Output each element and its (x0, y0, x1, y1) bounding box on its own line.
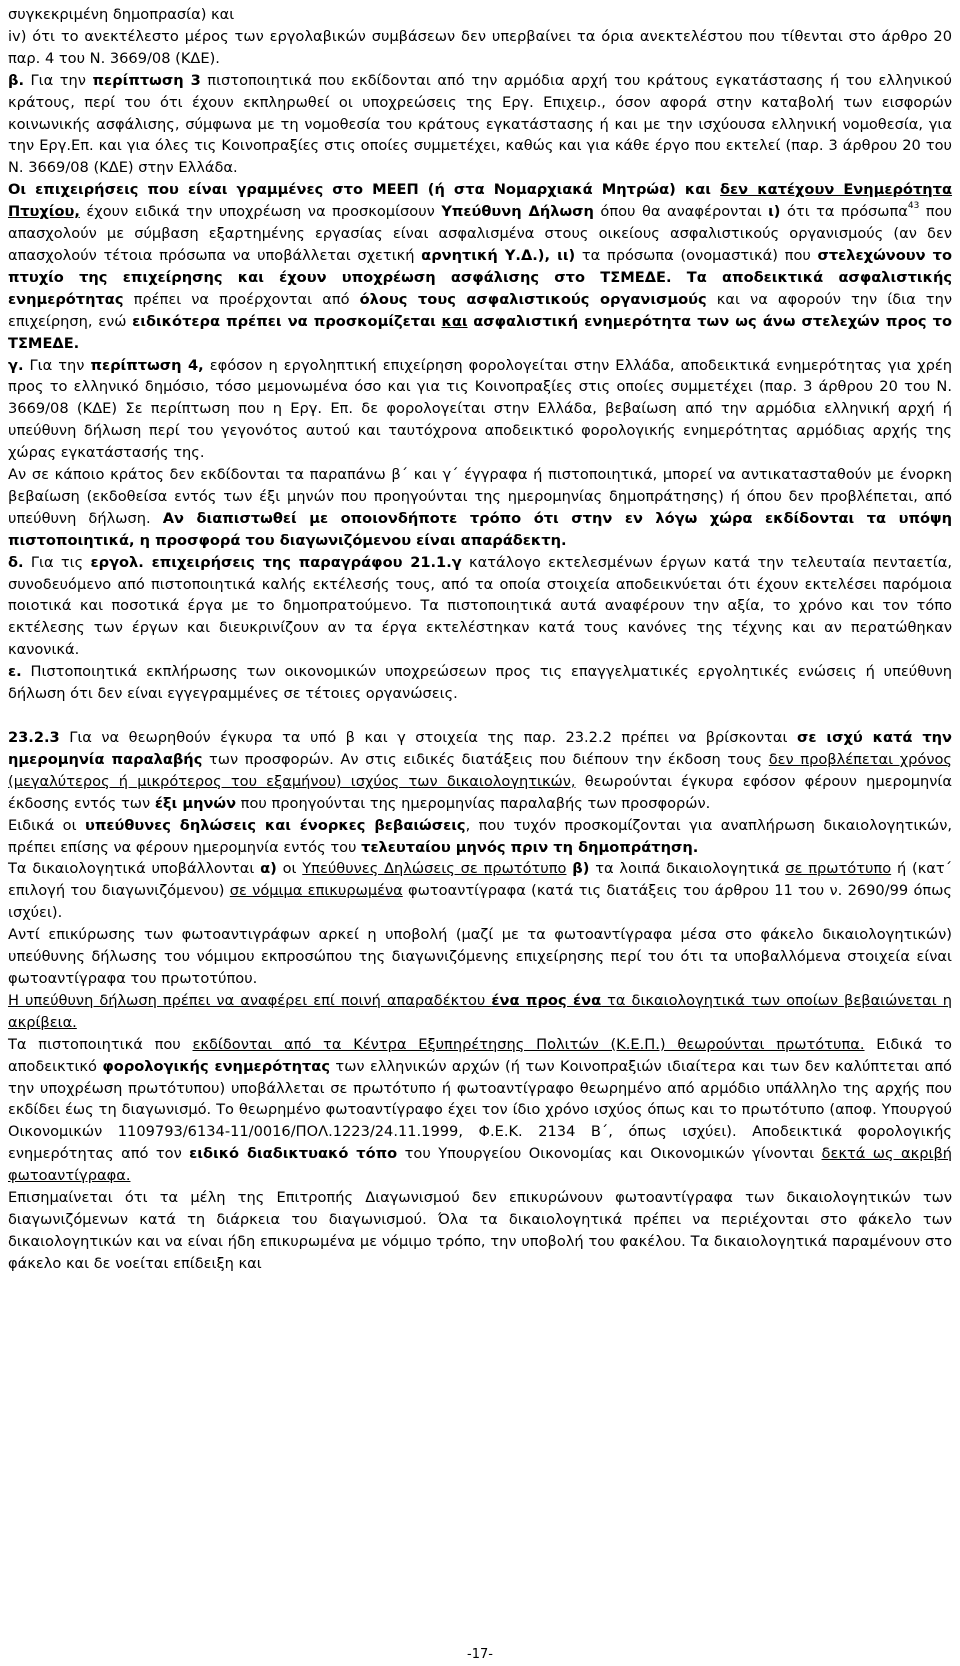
bold-run: φορολογικής ενημερότητας (102, 1057, 330, 1075)
text-run: συγκεκριμένη δημοπρασία) και (8, 6, 235, 23)
bold-run: Οι επιχειρήσεις που είναι γραμμένες στο ΜΕΕΠ (ή στα Νομαρχιακά Μητρώα) και (8, 181, 721, 199)
text-run: ή (κατ΄ επιλογή του διαγωνιζόμενου) (8, 860, 953, 900)
text-run: πιστοποιητικά που εκδίδονται από την αρμόδια αρχή του κράτους εγκατάστασης ή του ελληνικού κράτους, περί του ότι έχουν εκπληρωθεί οι υποχρεώσεις της Εργ. Επιχειρ (8, 71, 953, 111)
text-run: . και για όλες τις Κοινοπραξίες στις οποίες συμμετέχει, καθώς και για κάθε έργο που εκτελεί (παρ. 3 άρθρου 20 του Ν. 3669/08 (ΚΔΕ) στην Ελλάδα. (8, 137, 953, 177)
footnote-marker: 43 (907, 201, 920, 212)
item-marker: δ. (8, 553, 24, 571)
bold-run: περίπτωση 4, (90, 356, 204, 374)
text-run: Ειδικά οι (8, 816, 85, 834)
text-run: όπου θα αναφέρονται (593, 203, 769, 221)
bold-run: αρνητική Υ.Δ.), ιι) (421, 246, 576, 264)
text-run: Αν σε κάποιο κράτος δεν εκδίδονται τα παραπάνω β΄ και γ΄ έγγραφα ή πιστοποιητικά, μπορεί να αντικατασταθούν με ένορκη βεβαίωση (εκδοθείσα εντός των έξι μηνών που προηγούνται της ημερομηνίας δημοπράτησης) ή όπου δεν προβλέπεται, από υπεύθυνη δήλωση. (8, 466, 952, 527)
underlined-run: σε πρωτότυπο (785, 860, 892, 878)
text-run: τα λοιπά δικαιολογητικά (589, 860, 786, 878)
text-run: που απασχολούν με σύμβαση εξαρτημένης εργασίας είναι ασφαλισμένα στους οικείους ασφαλιστικούς οργανισμούς (αν δεν απασχολούν τέτοια πρόσωπα να υποβάλλεται σχετική (8, 203, 952, 264)
bold-run: α) (260, 860, 277, 878)
item-marker: γ. (8, 356, 24, 374)
item-marker: β. (8, 71, 24, 89)
text-run: τα πρόσωπα (ονομαστικά) που (575, 246, 818, 264)
paragraph-continuation (8, 4, 952, 70)
underlined-bold-run: ένα προς ένα (491, 991, 602, 1009)
paragraph-meep (8, 179, 952, 354)
paragraph-declaration-accuracy (8, 990, 952, 1034)
text-run: έχουν ειδικά την υποχρέωση να προσκομίσουν (79, 203, 442, 221)
underlined-run: σε νόμιμα επικυρωμένα (229, 882, 403, 900)
text-run: Για να θεωρηθούν έγκυρα τα υπό β και γ στοιχεία της παρ. 23.2.2 πρέπει να βρίσκονται (59, 729, 797, 746)
text-run: Πιστοποιητικά εκπλήρωσης των οικονομικών υποχρεώσεων προς τις επαγγελματικές εργολητικές ενώσεις ή υπεύθυνη δήλωση ότι δεν είναι εγγεγραμμένες σε τέτοιες οργανώσεις. (8, 663, 952, 703)
underlined-run: Η υπεύθυνη δήλωση πρέπει να αναφέρει επί ποινή απαραδέκτου (8, 991, 492, 1009)
text-run: και να αφορούν την ίδια την επιχείρηση, ενώ (8, 290, 952, 330)
paragraph-gap (8, 705, 952, 727)
text-run: Αντί επικύρωσης των φωτοαντιγράφων αρκεί η υποβολή (μαζί με τα φωτοαντίγραφα μέσα στο φάκελο δικαιολογητικών) υπεύθυνης δήλωσης του νόμιμου εκπροσώπου της διαγωνιζόμενης επιχείρησης περί του ότι τα υποβαλλόμενα στοιχεία είναι φωτοαντίγραφα του πρωτοτύπου. (8, 926, 952, 987)
text-run: Τα δικαιολογητικά υποβάλλονται (8, 860, 261, 878)
bold-run: β) (572, 860, 590, 878)
paragraph-delta (8, 552, 952, 662)
text-run: Για την (23, 356, 91, 374)
bold-run: εργολ. επιχειρήσεις της παραγράφου 21.1.γ (90, 553, 462, 571)
text-run: Για τις (23, 553, 91, 571)
page-number: -17- (467, 1647, 493, 1662)
underlined-run: εκδίδονται από τα Κέντρα Εξυπηρέτησης Πολιτών (Κ.Ε.Π.) θεωρούνται πρωτότυπα. (192, 1035, 865, 1053)
underlined-run: δεκτά ως ακριβή φωτοαντίγραφα. (8, 1145, 953, 1185)
section-number: 23.2.3 (8, 729, 60, 746)
text-run: των ελληνικών αρχών (ή των Κοινοπραξιών ιδιαίτερα και των δεν καλύπτεται από την υποχρέωση πρωτότυπου) υποβάλλεται σε πρωτότυπο ή φωτοαντίγραφο θεωρημένο από αρμόδιο υπάλληλο της αρχής που εκδίδει έως τη διαγωνισμό. Το θεωρημένο φωτοαντίγραφο έχει τον ίδιο χρόνο ισχύος όπως και το πρωτότυπο (αποφ. Υπουργού Οικονομικών 1109793/6134-11/0016/ΠΟΛ.1223/24.11.1999, Φ.Ε.Κ. 2134 Β΄, όπως ισχύει). Αποδεικτικά φορολογικής ενημερότητας από τον (8, 1057, 952, 1163)
underlined-run: τα δικαιολογητικά των οποίων βεβαιώνεται η ακρίβεια. (8, 991, 952, 1031)
text-run: ότι τα πρόσωπα (780, 203, 908, 221)
paragraph-kep (8, 1034, 952, 1187)
paragraph-sworn-statement (8, 464, 952, 552)
bold-run: περίπτωση 3 (92, 71, 201, 89)
paragraph-sworn-declarations (8, 815, 952, 859)
paragraph-submission (8, 858, 952, 924)
text-run: κατάλογο εκτελεσμένων έργων κατά την τελευταία πενταετία, συνοδευόμενο από πιστοποιητικά καλής εκτέλεσής τους, από τα οποία στοιχεία αποδεικνύεται ότι έχουν εκτελέσει παρόμοια ποιοτικά και ποσοτικά έργα με το δημοπρατούμενο. Τα πιστοποιητικά αυτά αναφέρουν την αξία, το χρόνο και τον τόπο εκτέλεσης των έργων και διευκρινίζουν αν τα έργα εκτελέστηκαν κατά τους κανόνες της τέχνης και αν περατώθηκαν κανονικά. (8, 553, 952, 659)
underlined-run: δεν προβλέπεται χρόνος (μεγαλύτερος ή μικρότερος του εξαμήνου) ισχύος των δικαιολογητικών, (8, 750, 952, 790)
text-run: , που τυχόν προσκομίζονται για αναπλήρωση δικαιολογητικών, πρέπει επίσης να φέρουν ημερομηνία εντός του (8, 816, 952, 856)
bold-run: Υπεύθυνη Δήλωση (441, 203, 594, 221)
bold-run: όλους τους ασφαλιστικούς οργανισμούς (359, 290, 707, 308)
bold-run: έξι μηνών (154, 794, 237, 812)
paragraph-gamma (8, 355, 952, 465)
bold-run: ασφαλιστική ενημερότητα των ως άνω στελεχών προς το ΤΣΜΕΔΕ. (8, 312, 952, 352)
underlined-bold-run: και (441, 312, 468, 330)
paragraph-epsilon (8, 661, 952, 705)
text-run: εφόσον η εργοληπτική επιχείρηση φορολογείται στην Ελλάδα, αποδεικτικά ενημερότητας για χρέη προς το ελληνικό δημόσιο, τόσο μεμονωμένα όσο και για τις Κοινοπραξίες στις οποίες συμμετέχει (παρ. 3 άρθρου 20 του Ν. 3669/08 (ΚΔΕ) Σε περίπτωση που η Εργ. Επ. δε φορολογείται στην Ελλάδα, βεβαίωση από την αρμόδια ελληνική αρχή ή υπεύθυνη δήλωση περί του γεγονότος αυτού και ταυτόχρονα αποδεικτικό φορολογικής ενημερότητας αρμόδιας αρχής της χώρας εγκατάστασής της. (8, 356, 952, 462)
text-run: Τα πιστοποιητικά που (8, 1035, 193, 1053)
text-run: που προηγούνται της ημερομηνίας παραλαβής των προσφορών. (236, 794, 711, 812)
text-run: πρέπει να προέρχονται από (123, 290, 360, 308)
underlined-run: Υπεύθυνες Δηλώσεις σε πρωτότυπο (302, 860, 567, 878)
paragraph-23-2-3 (8, 727, 952, 815)
paragraph-committee (8, 1187, 952, 1275)
text-run: Για την (24, 71, 93, 89)
bold-run: ειδικότερα πρέπει να προσκομίζεται (132, 312, 436, 330)
text-run: Ειδικά το αποδεικτικό (8, 1035, 952, 1075)
item-marker: ε. (8, 663, 22, 681)
bold-run: σε ισχύ κατά την ημερομηνία παραλαβής (8, 729, 952, 768)
underlined-bold-run: δεν κατέχουν Ενημερότητα Πτυχίου, (8, 181, 953, 221)
text-run: φωτοαντίγραφα (κατά τις διατάξεις του άρθρου 11 του ν. 2690/99 όπως ισχύει). (8, 882, 952, 922)
text-run: θεωρούνται έγκυρα εφόσον φέρουν ημερομηνία έκδοσης εντός των (8, 772, 952, 812)
text-run: ., όσον αφορά στην καταβολή των εισφορών κοινωνικής ασφάλισης, σύμφωνα με τη νομοθεσία του κράτους εγκατάστασης ή και με την ισχύουσα ελληνική νομοθεσία, για την Εργ.Επ (8, 93, 952, 155)
text-run: του Υπουργείου Οικονομίας και Οικονομικών γίνονται (397, 1145, 822, 1163)
text-run: οι (276, 860, 303, 878)
bold-run: ειδικό διαδικτυακό τόπο (189, 1145, 398, 1163)
paragraph-photocopies (8, 924, 952, 990)
bold-run: στελεχώνουν το πτυχίο της επιχείρησης και έχουν υποχρέωση ασφάλισης στο ΤΣΜΕΔΕ. Τα αποδεικτικά ασφαλιστικής ενημερότητας (8, 246, 952, 308)
text-run: Επισημαίνεται ότι τα μέλη της Επιτροπής Διαγωνισμού δεν επικυρώνουν φωτοαντίγραφα των δικαιολογητικών των διαγωνιζόμενων κατά τη διάρκεια του διαγωνισμού. Όλα τα δικαιολογητικά πρέπει να περιέχονται στο φάκελο των δικαιολογητικών και να είναι ήδη επικυρωμένα με νόμιμο τρόπο, την υποβολή του φακέλου. Τα δικαιολογητικά παραμένουν στο φάκελο και δε νοείται επίδειξη και (8, 1189, 952, 1272)
bold-run: Αν διαπιστωθεί με οποιονδήποτε τρόπο ότι στην εν λόγω χώρα εκδίδονται τα υπόψη πιστοποιητικά, η προσφορά του διαγωνιζόμενου είναι απαράδεκτη. (8, 509, 953, 549)
bold-run: υπεύθυνες δηλώσεις και ένορκες βεβαιώσεις (84, 816, 466, 834)
paragraph-beta (8, 70, 952, 180)
text-run: των προσφορών. Αν στις ειδικές διατάξεις που διέπουν την έκδοση τους (202, 750, 769, 768)
text-run: iv) ότι το ανεκτέλεστο μέρος των εργολαβικών συμβάσεων δεν υπερβαίνει τα όρια ανεκτελέστου που τίθενται στο άρθρο 20 παρ. 4 του Ν. 3669/08 (ΚΔΕ). (8, 27, 952, 67)
bold-run: τελευταίου μηνός πριν τη δημοπράτηση. (361, 838, 699, 856)
bold-run: ι) (768, 203, 781, 221)
